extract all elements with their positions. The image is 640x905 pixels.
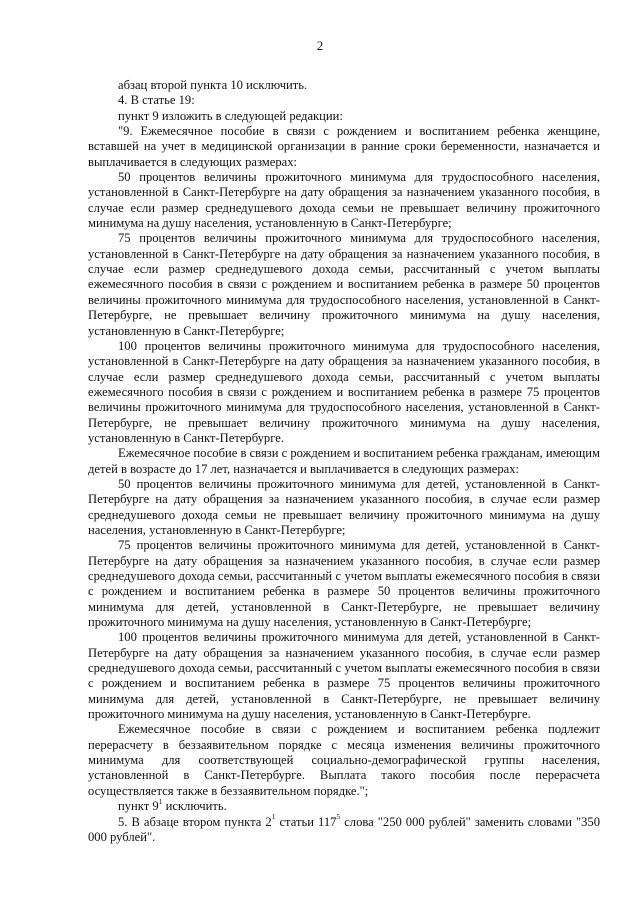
page-number: 2 [316, 38, 324, 53]
paragraph: пункт $9^1$ исключить. [118, 796, 227, 814]
paragraph: Ежемесячное пособие в связи с рождением и воспитанием ребенка подлежит перерасчету в беззаявительном порядке с месяца изменения величины прожиточного минимума для соответствующей социально-демографической группы населения, установленной в Санкт-Петербурге. Выплата такого пособия после перерасчета осуществляется также в беззаявительном порядке."; [88, 722, 600, 798]
paragraph: 75 процентов величины прожиточного минимума для трудоспособного населения, установленной в Санкт-Петербурге на дату обращения за назначением указанного пособия, в случае если размер среднедушевого дохода семьи, рассчитанный с учетом выплаты ежемесячного пособия в связи с рождением и воспитанием ребенка в размере 50 процентов величины прожиточного минимума для трудоспособного населения, установленной в Санкт-Петербурге, не превышает величину прожиточного минимума на душу населения, установленную в Санкт-Петербурге; [88, 231, 600, 338]
paragraph: 50 процентов величины прожиточного минимума для трудоспособного населения, установленной в Санкт-Петербурге на дату обращения за назначением указанного пособия, в случае если размер среднедушевого дохода семьи не превышает величину прожиточного минимума на душу населения, установленную в Санкт-Петербурге; [88, 170, 600, 231]
superscript: 1 [158, 796, 163, 806]
superscript: 1 [271, 812, 276, 822]
paragraph: 75 процентов величины прожиточного минимума для детей, установленной в Санкт-Петербурге на дату обращения за назначением указанного пособия, в случае если размер среднедушевого дохода семьи, рассчитанный с учетом выплаты ежемесячного пособия в связи с рождением и воспитанием ребенка в размере 50 процентов величины прожиточного минимума для детей, установленной в Санкт-Петербурге, не превышает величину прожиточного минимума на душу населения, установленную в Санкт-Петербурге; [88, 538, 600, 630]
paragraph: "9. Ежемесячное пособие в связи с рождением и воспитанием ребенка женщине, вставшей на учет в медицинской организации в ранние сроки беременности, назначается и выплачивается в следующих размерах: [88, 124, 600, 169]
document-body [88, 78, 600, 845]
paragraph: 5. В абзаце втором пункта $2^1$ статьи $117^5$ слова "250 000 рублей" заменить словами "350 000 рублей". [88, 812, 601, 844]
paragraph: 50 процентов величины прожиточного минимума для детей, установленной в Санкт-Петербурге на дату обращения за назначением указанного пособия, в случае если размер среднедушевого дохода семьи не превышает величину прожиточного минимума на душу населения, установленную в Санкт-Петербурге; [88, 476, 600, 537]
paragraph: Ежемесячное пособие в связи с рождением и воспитанием ребенка гражданам, имеющим детей в возрасте до 17 лет, назначается и выплачивается в следующих размерах: [88, 446, 600, 476]
paragraph: абзац второй пункта 10 исключить. [118, 78, 308, 92]
paragraph: 4. В статье 19: [118, 93, 195, 108]
paragraph: 100 процентов величины прожиточного минимума для трудоспособного населения, установленной в Санкт-Петербурге на дату обращения за назначением указанного пособия, в случае если размер среднедушевого дохода семьи, рассчитанный с учетом выплаты ежемесячного пособия в связи с рождением и воспитанием ребенка в размере 75 процентов величины прожиточного минимума для трудоспособного населения, установленной в Санкт-Петербурге, не превышает величину прожиточного минимума на душу населения, установленную в Санкт-Петербурге. [88, 338, 600, 445]
superscript: 5 [336, 812, 341, 822]
paragraph: 100 процентов величины прожиточного минимума для детей, установленной в Санкт-Петербурге на дату обращения за назначением указанного пособия, в случае если размер среднедушевого дохода семьи, рассчитанный с учетом выплаты ежемесячного пособия в связи с рождением и воспитанием ребенка в размере 75 процентов величины прожиточного минимума для детей, установленной в Санкт-Петербурге, не превышает величину прожиточного минимума на душу населения, установленную в Санкт-Петербурге. [88, 630, 600, 722]
paragraph: пункт 9 изложить в следующей редакции: [118, 108, 343, 123]
